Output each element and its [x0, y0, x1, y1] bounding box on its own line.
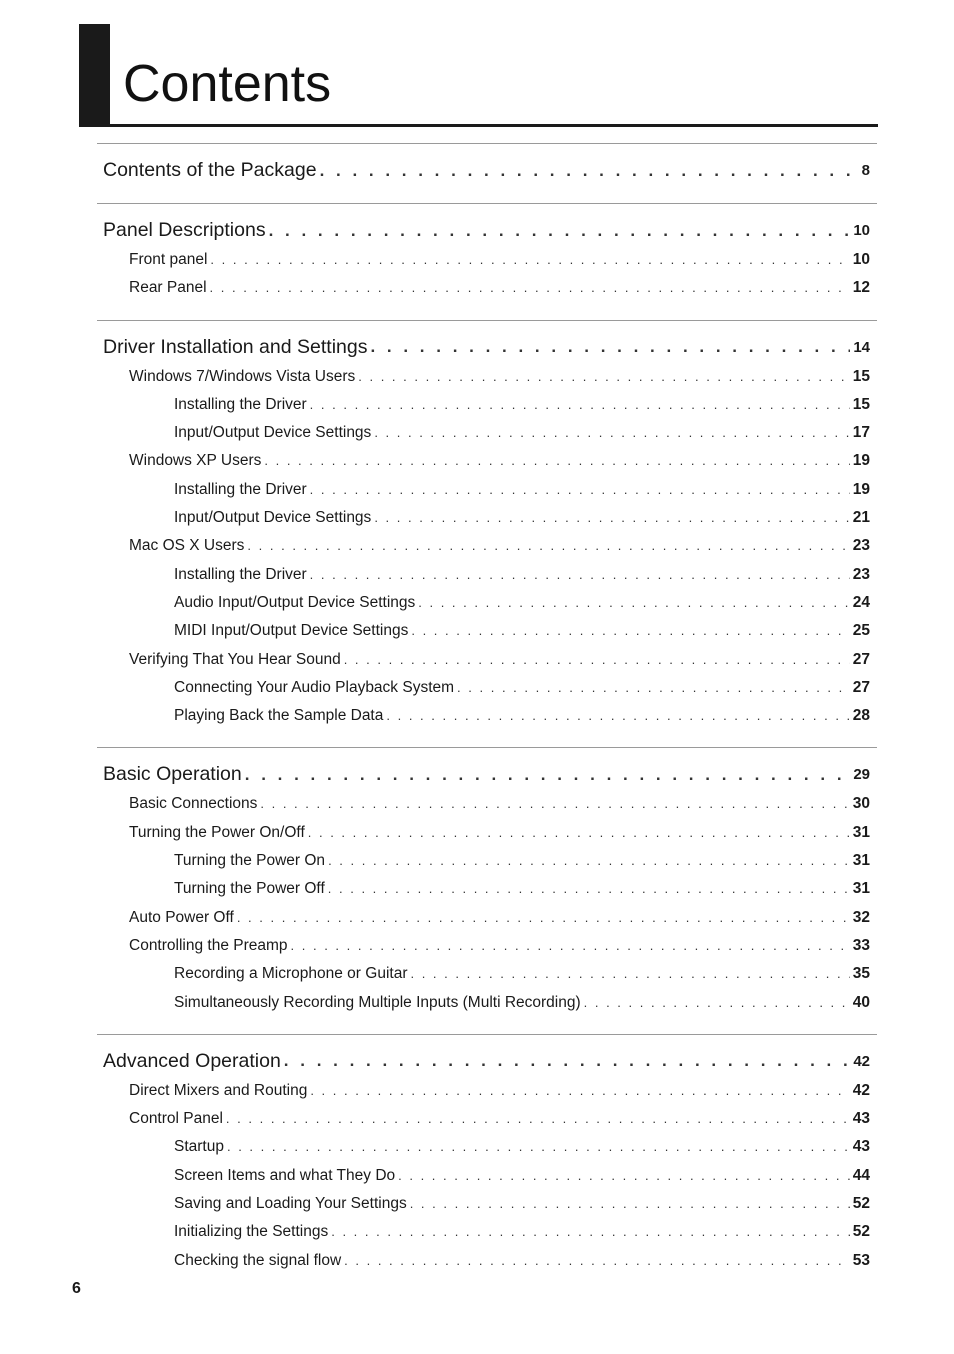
dot-leader — [226, 1111, 850, 1126]
toc-entry[interactable] — [97, 368, 877, 396]
toc-subentry[interactable] — [97, 1252, 877, 1280]
toc-page-number: 42 — [853, 1052, 870, 1070]
toc-page-number: 14 — [853, 338, 870, 356]
dot-leader — [584, 995, 850, 1010]
toc-page-number: 43 — [852, 1138, 870, 1156]
dot-leader — [328, 853, 850, 868]
page-title: Contents — [123, 55, 332, 113]
dot-leader — [264, 453, 849, 468]
toc-entry-title: Installing the Driver — [174, 480, 307, 498]
toc-page-number: 33 — [852, 936, 870, 954]
toc-page-number: 35 — [852, 965, 870, 983]
toc-entry-title: Auto Power Off — [129, 908, 234, 926]
toc-page-number: 23 — [852, 537, 870, 555]
toc-section-heading[interactable] — [97, 754, 877, 795]
toc-page-number: 24 — [852, 593, 870, 611]
toc-section-heading[interactable] — [97, 210, 877, 251]
toc-subentry[interactable] — [97, 509, 877, 537]
toc-page-number: 44 — [852, 1166, 870, 1184]
toc-page-number: 19 — [852, 480, 870, 498]
toc-page-number: 53 — [852, 1251, 870, 1269]
toc-entry[interactable] — [97, 1110, 877, 1138]
toc-entry-title: Front panel — [129, 251, 208, 268]
dot-leader — [374, 510, 849, 525]
dot-leader — [245, 765, 851, 785]
toc-entry-title: Rear Panel — [129, 279, 207, 297]
toc-subentry[interactable] — [97, 1195, 877, 1223]
dot-leader — [411, 623, 849, 638]
toc-subentry[interactable] — [97, 396, 877, 424]
toc-page-number: 27 — [852, 650, 870, 668]
toc-entry-title: MIDI Input/Output Device Settings — [174, 622, 409, 640]
dot-leader — [358, 369, 849, 384]
toc-entry-title: Playing Back the Sample Data — [174, 707, 384, 725]
toc-section-heading[interactable] — [97, 327, 877, 368]
toc-page-number: 31 — [852, 852, 870, 870]
toc-entry[interactable] — [97, 937, 877, 965]
dot-leader — [310, 397, 850, 412]
toc-subentry[interactable] — [97, 424, 877, 452]
dot-leader — [310, 567, 850, 582]
toc-entry-title: Saving and Loading Your Settings — [174, 1195, 407, 1213]
dot-leader — [237, 910, 850, 925]
dot-leader — [410, 1196, 850, 1211]
toc-page-number: 8 — [861, 162, 870, 179]
dot-leader — [284, 1051, 851, 1071]
title-accent-bar — [79, 24, 110, 124]
dot-leader — [370, 337, 850, 357]
toc-subentry[interactable] — [97, 707, 877, 735]
dot-leader — [210, 252, 849, 267]
toc-entry[interactable] — [97, 452, 877, 480]
toc-page-number: 12 — [852, 279, 870, 297]
dot-leader — [308, 825, 850, 840]
toc-page-number: 27 — [852, 678, 870, 696]
toc-subentry[interactable] — [97, 594, 877, 622]
toc-entry-title: Turning the Power Off — [174, 880, 325, 898]
toc-page-number: 21 — [852, 509, 870, 527]
toc-entry-title: Input/Output Device Settings — [174, 509, 372, 527]
dot-leader — [291, 938, 850, 953]
dot-leader — [457, 680, 850, 695]
toc-entry-title: Panel Descriptions — [103, 219, 266, 241]
dot-leader — [331, 1224, 850, 1239]
toc-entry-title: Mac OS X Users — [129, 537, 245, 555]
dot-leader — [374, 425, 849, 440]
toc-page-number: 31 — [852, 880, 870, 898]
toc-page-number: 28 — [852, 707, 870, 725]
dot-leader — [210, 280, 850, 295]
table-of-contents — [97, 143, 877, 1292]
toc-entry-title: Advanced Operation — [103, 1049, 281, 1072]
toc-subentry[interactable] — [97, 622, 877, 650]
toc-page-number: 15 — [852, 367, 870, 385]
toc-entry-title: Connecting Your Audio Playback System — [174, 678, 455, 696]
toc-subentry[interactable] — [97, 1167, 877, 1195]
toc-page-number: 29 — [853, 766, 870, 784]
toc-entry[interactable] — [97, 251, 877, 279]
toc-entry-title: Initializing the Settings — [174, 1223, 329, 1241]
page-number: 6 — [72, 1280, 81, 1297]
toc-page-number: 30 — [852, 795, 870, 813]
dot-leader — [269, 221, 851, 241]
dot-leader — [227, 1139, 850, 1154]
dot-leader — [398, 1168, 850, 1183]
toc-entry-title: Turning the Power On/Off — [129, 823, 305, 841]
toc-entry[interactable] — [97, 279, 877, 307]
toc-page-number: 52 — [852, 1195, 870, 1213]
toc-entry[interactable] — [97, 537, 877, 565]
toc-entry-title: Screen Items and what They Do — [174, 1166, 396, 1184]
toc-subentry[interactable] — [97, 880, 877, 908]
toc-entry[interactable] — [97, 909, 877, 937]
toc-subentry[interactable] — [97, 481, 877, 509]
toc-subentry[interactable] — [97, 1138, 877, 1166]
page-header — [79, 24, 878, 127]
toc-page-number: 25 — [852, 622, 870, 640]
toc-section — [97, 320, 877, 748]
toc-subentry[interactable] — [97, 994, 877, 1022]
toc-page-number: 42 — [852, 1081, 870, 1099]
toc-section — [97, 143, 877, 203]
toc-entry-title: Windows 7/Windows Vista Users — [129, 367, 356, 385]
toc-entry-title: Checking the signal flow — [174, 1251, 342, 1269]
dot-leader — [410, 966, 849, 981]
toc-page-number: 32 — [852, 908, 870, 926]
toc-page-number: 52 — [852, 1223, 870, 1241]
toc-entry-title: Basic Operation — [103, 763, 242, 786]
toc-entry-title: Input/Output Device Settings — [174, 424, 372, 442]
toc-entry-title: Control Panel — [129, 1110, 223, 1128]
toc-entry-title: Audio Input/Output Device Settings — [174, 593, 416, 611]
toc-page-number: 43 — [852, 1110, 870, 1128]
toc-section — [97, 747, 877, 1033]
dot-leader — [344, 1253, 850, 1268]
toc-page-number: 17 — [852, 424, 870, 442]
toc-entry-title: Contents of the Package — [103, 159, 317, 181]
toc-entry[interactable] — [97, 795, 877, 823]
toc-section — [97, 203, 877, 320]
toc-entry-title: Installing the Driver — [174, 565, 307, 583]
dot-leader — [344, 652, 850, 667]
toc-page-number: 31 — [852, 823, 870, 841]
toc-page-number: 15 — [852, 395, 870, 413]
toc-section — [97, 1034, 877, 1292]
toc-subentry[interactable] — [97, 1223, 877, 1251]
toc-entry[interactable] — [97, 1082, 877, 1110]
toc-subentry[interactable] — [97, 679, 877, 707]
toc-entry-title: Controlling the Preamp — [129, 936, 288, 954]
toc-page-number: 19 — [852, 452, 870, 470]
toc-entry-title: Windows XP Users — [129, 452, 262, 470]
dot-leader — [418, 595, 849, 610]
dot-leader — [310, 1083, 849, 1098]
dot-leader — [320, 161, 859, 181]
toc-entry-title: Startup — [174, 1138, 224, 1156]
toc-page-number: 10 — [853, 222, 870, 239]
toc-subentry[interactable] — [97, 566, 877, 594]
toc-subentry[interactable] — [97, 965, 877, 993]
toc-entry-title: Direct Mixers and Routing — [129, 1081, 308, 1099]
dot-leader — [310, 482, 850, 497]
toc-page-number: 10 — [852, 251, 870, 268]
dot-leader — [386, 708, 849, 723]
toc-entry[interactable] — [97, 824, 877, 852]
toc-entry-title: Basic Connections — [129, 795, 258, 813]
toc-section-heading[interactable] — [97, 1041, 877, 1082]
toc-entry-title: Installing the Driver — [174, 395, 307, 413]
toc-entry[interactable] — [97, 651, 877, 679]
toc-entry-title: Turning the Power On — [174, 852, 326, 870]
toc-entry-title: Simultaneously Recording Multiple Inputs (Multi Recording) — [174, 993, 581, 1011]
dot-leader — [328, 881, 850, 896]
toc-section-heading[interactable] — [97, 150, 877, 191]
toc-page-number: 40 — [852, 993, 870, 1011]
toc-entry-title: Driver Installation and Settings — [103, 335, 368, 358]
toc-entry-title: Verifying That You Hear Sound — [129, 650, 341, 668]
toc-page-number: 23 — [852, 565, 870, 583]
toc-subentry[interactable] — [97, 852, 877, 880]
dot-leader — [247, 538, 849, 553]
toc-entry-title: Recording a Microphone or Guitar — [174, 965, 408, 983]
dot-leader — [260, 796, 849, 811]
